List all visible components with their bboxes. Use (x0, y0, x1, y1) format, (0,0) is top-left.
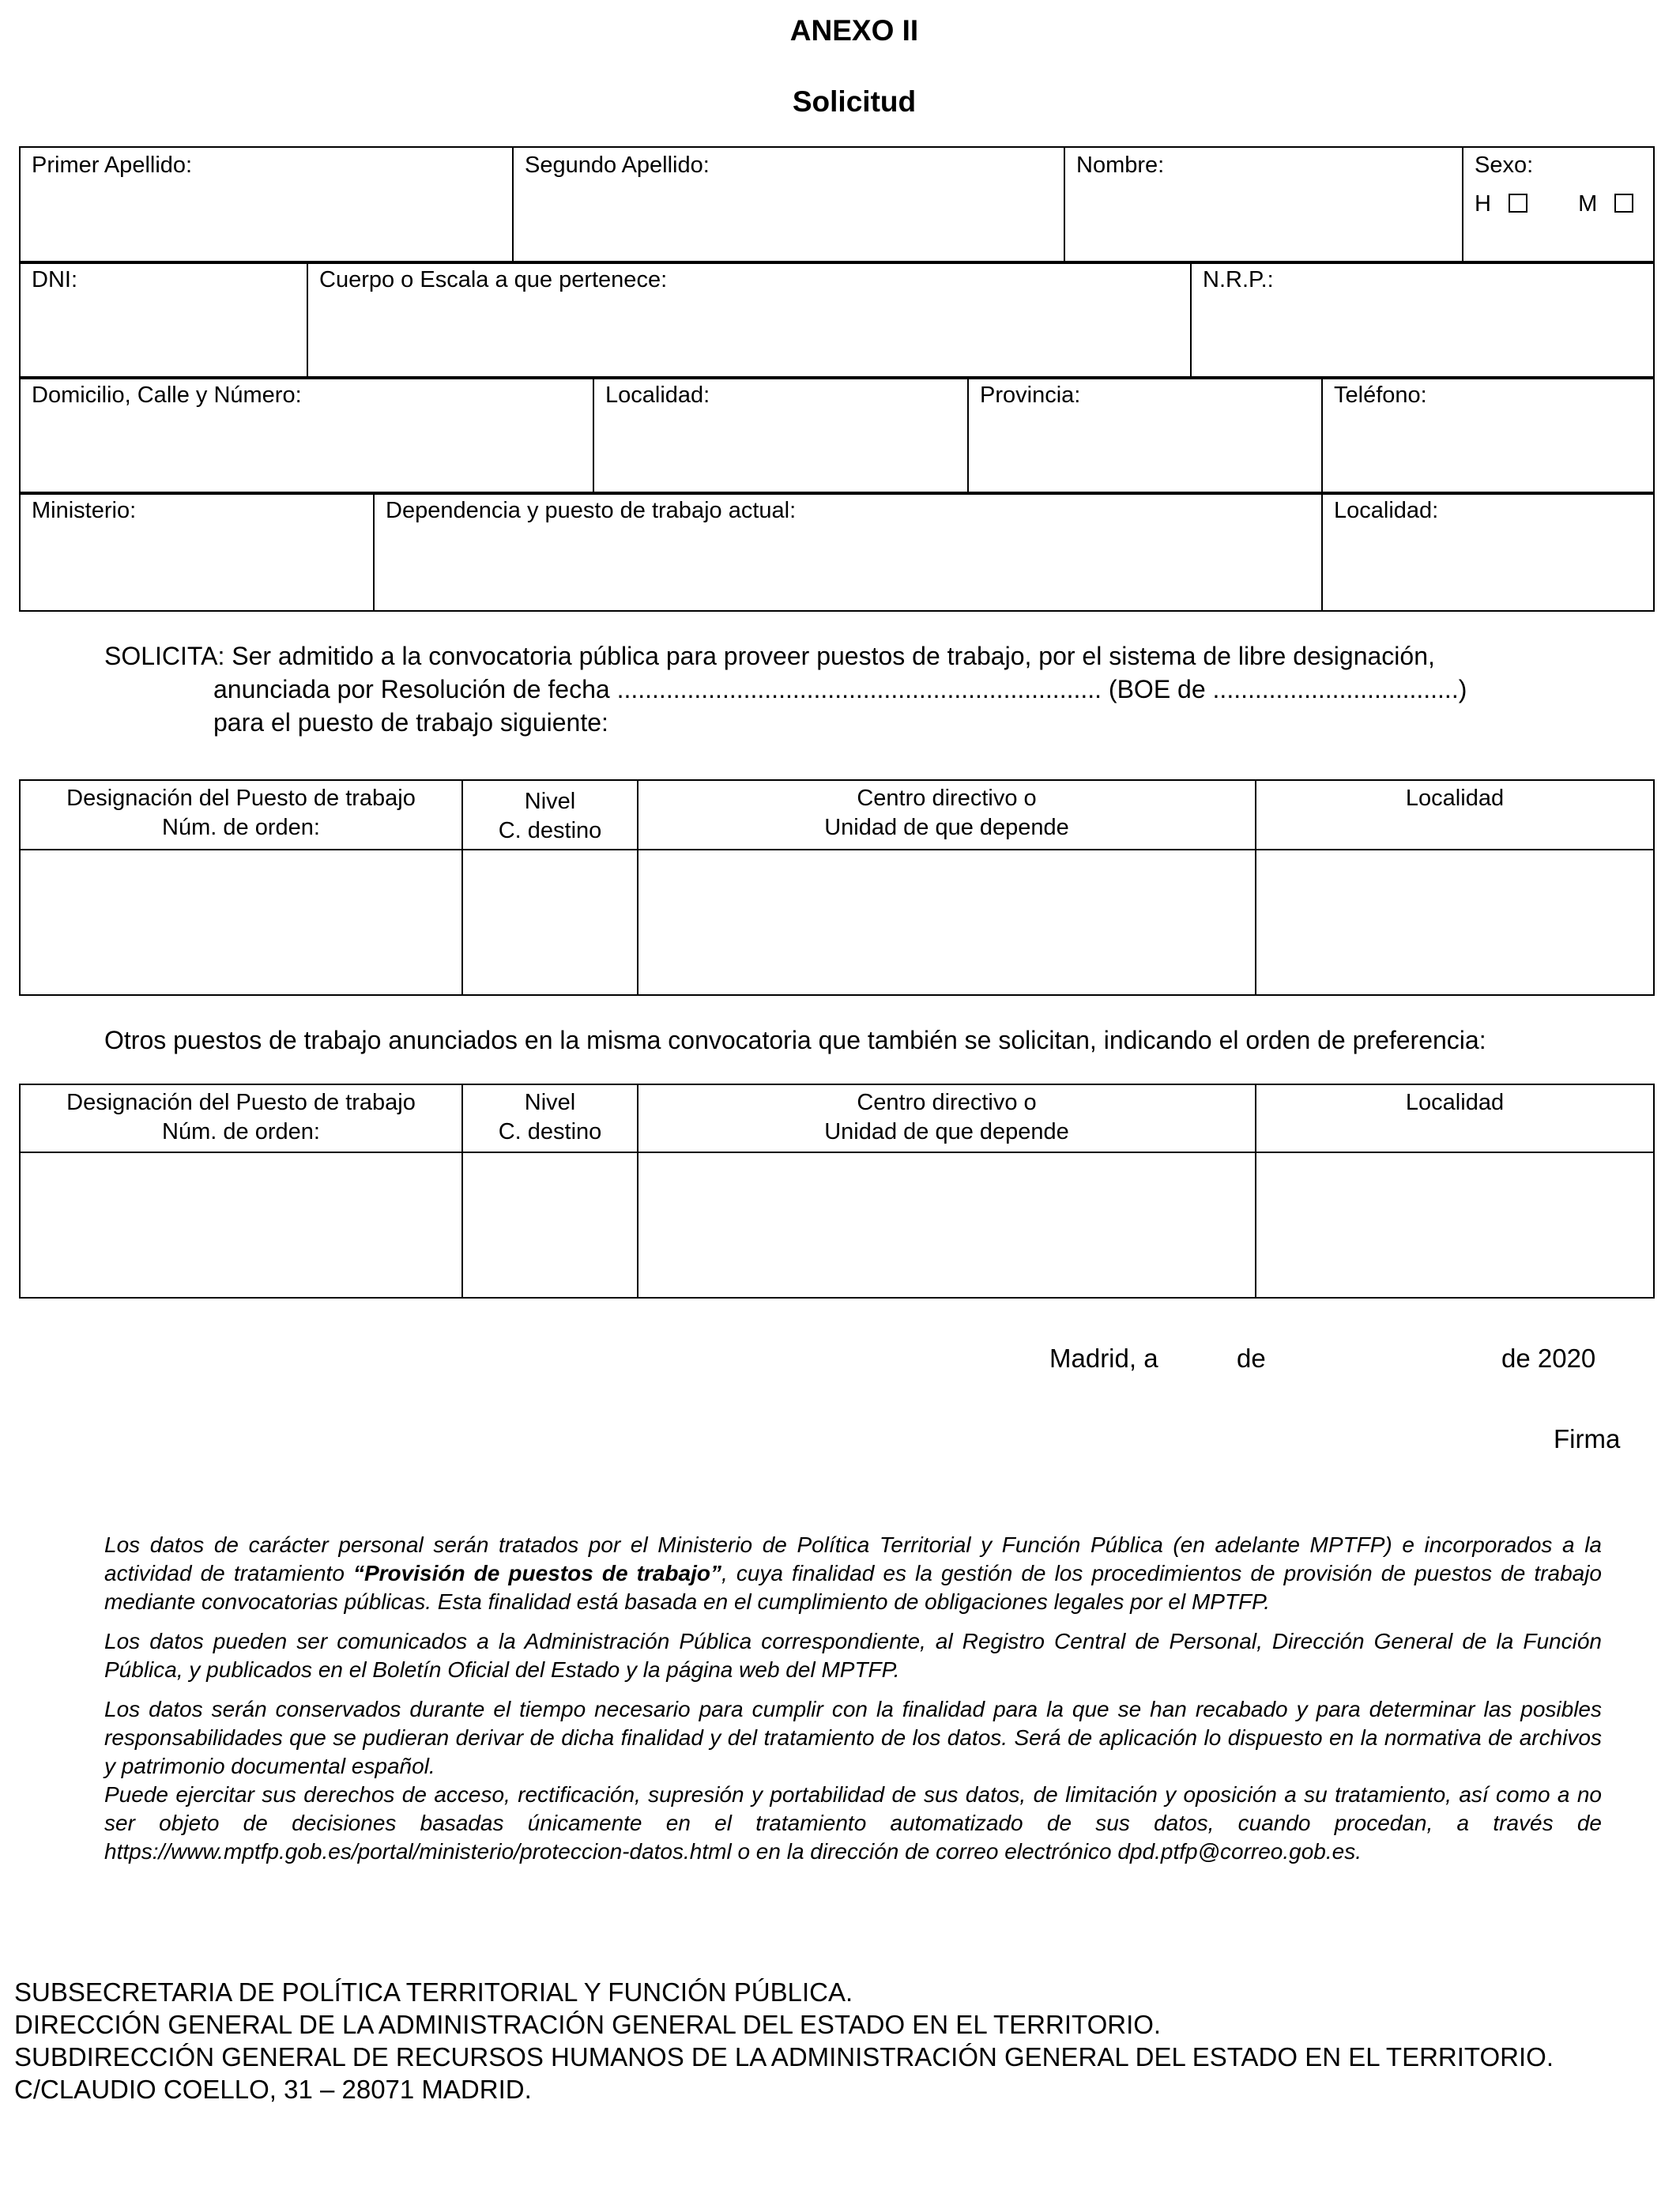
header-centro: Centro directivo o Unidad de que depende (638, 1084, 1256, 1152)
telefono-field[interactable] (1322, 377, 1654, 494)
primer-apellido-field[interactable] (20, 147, 513, 263)
table-row (20, 1152, 1654, 1298)
madrid-a-text: Madrid, a (1049, 1344, 1158, 1373)
nombre-field[interactable] (1064, 147, 1463, 263)
sexo-h-label: H (1475, 191, 1491, 217)
puesto-table (19, 779, 1655, 996)
solicita-line-3: para el puesto de trabajo siguiente: (213, 708, 608, 737)
localidad-actual-field[interactable] (1322, 492, 1654, 611)
domicilio-field[interactable] (20, 377, 593, 494)
footer-line-2: DIRECCIÓN GENERAL DE LA ADMINISTRACIÓN GENERAL DEL ESTADO EN EL TERRITORIO. (14, 2010, 1162, 2039)
cell-designacion[interactable] (20, 850, 462, 995)
personal-form-row-2 (19, 261, 1655, 379)
privacy-paragraph-3: Los datos serán conservados durante el tiempo necesario para cumplir con la finalidad para la que se han recabado y para determinar las posibles responsabilidades que se pudieran derivar de dicha finalidad y del tratamiento de los datos. Será de aplicación lo dispuesto en la normativa de archivos y patrimonio documental español. (104, 1697, 1602, 1778)
solicita-line-2: anunciada por Resolución de fecha ..................................................................... (BOE de ...................................) (213, 675, 1467, 703)
table-row (20, 850, 1654, 995)
localidad-label: Localidad: (605, 383, 710, 408)
localidad-actual-label: Localidad: (1334, 498, 1439, 523)
cell-centro[interactable] (638, 1152, 1256, 1298)
sexo-field (1463, 147, 1654, 263)
year-text: de 2020 (1501, 1344, 1596, 1373)
segundo-apellido-field[interactable] (513, 147, 1064, 263)
localidad-field[interactable] (593, 377, 968, 494)
cell-nivel[interactable] (462, 1152, 638, 1298)
privacy-notice (104, 1531, 1602, 1877)
cuerpo-label: Cuerpo o Escala a que pertenece: (319, 267, 668, 292)
footer-line-3: SUBDIRECCIÓN GENERAL DE RECURSOS HUMANOS DE LA ADMINISTRACIÓN GENERAL DEL ESTADO EN EL TERRITORIO. (14, 2042, 1554, 2071)
primer-apellido-label: Primer Apellido: (32, 153, 193, 178)
header-centro: Centro directivo o Unidad de que depende (638, 780, 1256, 850)
personal-form-row-1 (19, 146, 1655, 264)
otros-puestos-table (19, 1084, 1655, 1299)
sexo-h-checkbox[interactable] (1509, 194, 1527, 213)
dependencia-label: Dependencia y puesto de trabajo actual: (386, 498, 797, 523)
cuerpo-field[interactable] (307, 262, 1191, 379)
de-text: de (1237, 1344, 1266, 1373)
sexo-m-checkbox[interactable] (1614, 194, 1633, 213)
header-nivel: Nivel C. destino (462, 1084, 638, 1152)
footer-line-4: C/CLAUDIO COELLO, 31 – 28071 MADRID. (14, 2075, 532, 2104)
header-designacion: Designación del Puesto de trabajo Núm. de orden: (20, 780, 462, 850)
table-header-row (20, 1084, 1654, 1152)
cell-localidad[interactable] (1256, 1152, 1654, 1298)
cell-designacion[interactable] (20, 1152, 462, 1298)
header-localidad: Localidad (1256, 780, 1654, 850)
telefono-label: Teléfono: (1334, 383, 1427, 408)
page-title: Solicitud (792, 85, 917, 118)
privacy-paragraph-4: Puede ejercitar sus derechos de acceso, rectificación, supresión y portabilidad de sus datos, de limitación y oposición a su tratamiento, así como a no ser objeto de decisiones basadas únicamente en el tratamiento automatizado de sus datos, cuando procedan, a través de https://www.mptfp.gob.es/portal/ministerio/proteccion-datos.html o en la dirección de correo electrónico dpd.ptfp@correo.gob.es. (104, 1782, 1602, 1864)
dependencia-field[interactable] (374, 492, 1322, 611)
privacy-paragraph-1: Los datos de carácter personal serán tratados por el Ministerio de Política Territorial y Función Pública (en adelante MPTFP) e incorporados a la actividad de tratamiento “Provisión de puestos de trabajo”, cuya finalidad es la gestión de los procedimientos de provisión de puestos de trabajo mediante convocatorias públicas. Esta finalidad está basada en el cumplimiento de obligaciones legales por el MPTFP. (104, 1532, 1603, 1614)
footer-address (14, 1976, 1555, 2105)
provincia-field[interactable] (968, 377, 1322, 494)
header-designacion: Designación del Puesto de trabajo Núm. de orden: (20, 1084, 462, 1152)
header-localidad: Localidad (1256, 1084, 1654, 1152)
header-nivel: Nivel C. destino (462, 780, 638, 850)
ministerio-field[interactable] (20, 492, 374, 611)
segundo-apellido-label: Segundo Apellido: (525, 153, 710, 178)
annex-title: ANEXO II (789, 14, 919, 47)
personal-form-row-4 (19, 492, 1655, 612)
provincia-label: Provincia: (980, 383, 1081, 408)
dni-label: DNI: (32, 267, 77, 292)
sexo-label: Sexo: (1475, 153, 1534, 178)
ministerio-label: Ministerio: (32, 498, 137, 523)
footer-line-1: SUBSECRETARIA DE POLÍTICA TERRITORIAL Y FUNCIÓN PÚBLICA. (14, 1977, 853, 2007)
domicilio-label: Domicilio, Calle y Número: (32, 383, 302, 408)
nrp-field[interactable] (1191, 262, 1654, 379)
nombre-label: Nombre: (1076, 153, 1165, 178)
table-header-row (20, 780, 1654, 850)
sexo-m-label: M (1578, 191, 1598, 217)
cell-localidad[interactable] (1256, 850, 1654, 995)
cell-nivel[interactable] (462, 850, 638, 995)
nrp-label: N.R.P.: (1203, 267, 1274, 292)
firma-label: Firma (1554, 1424, 1621, 1453)
privacy-paragraph-2: Los datos pueden ser comunicados a la Administración Pública correspondiente, al Registro Central de Personal, Dirección General de la Función Pública, y publicados en el Boletín Oficial del Estado y la página web del MPTFP. (104, 1629, 1602, 1682)
personal-form-row-3 (19, 376, 1655, 495)
otros-puestos-text: Otros puestos de trabajo anunciados en la misma convocatoria que también se solicitan, indicando el orden de preferencia: (104, 1026, 1486, 1054)
cell-centro[interactable] (638, 850, 1256, 995)
solicita-line-1: SOLICITA: Ser admitido a la convocatoria pública para proveer puestos de trabajo, por el sistema de libre designación, (104, 642, 1435, 670)
dni-field[interactable] (20, 262, 307, 379)
